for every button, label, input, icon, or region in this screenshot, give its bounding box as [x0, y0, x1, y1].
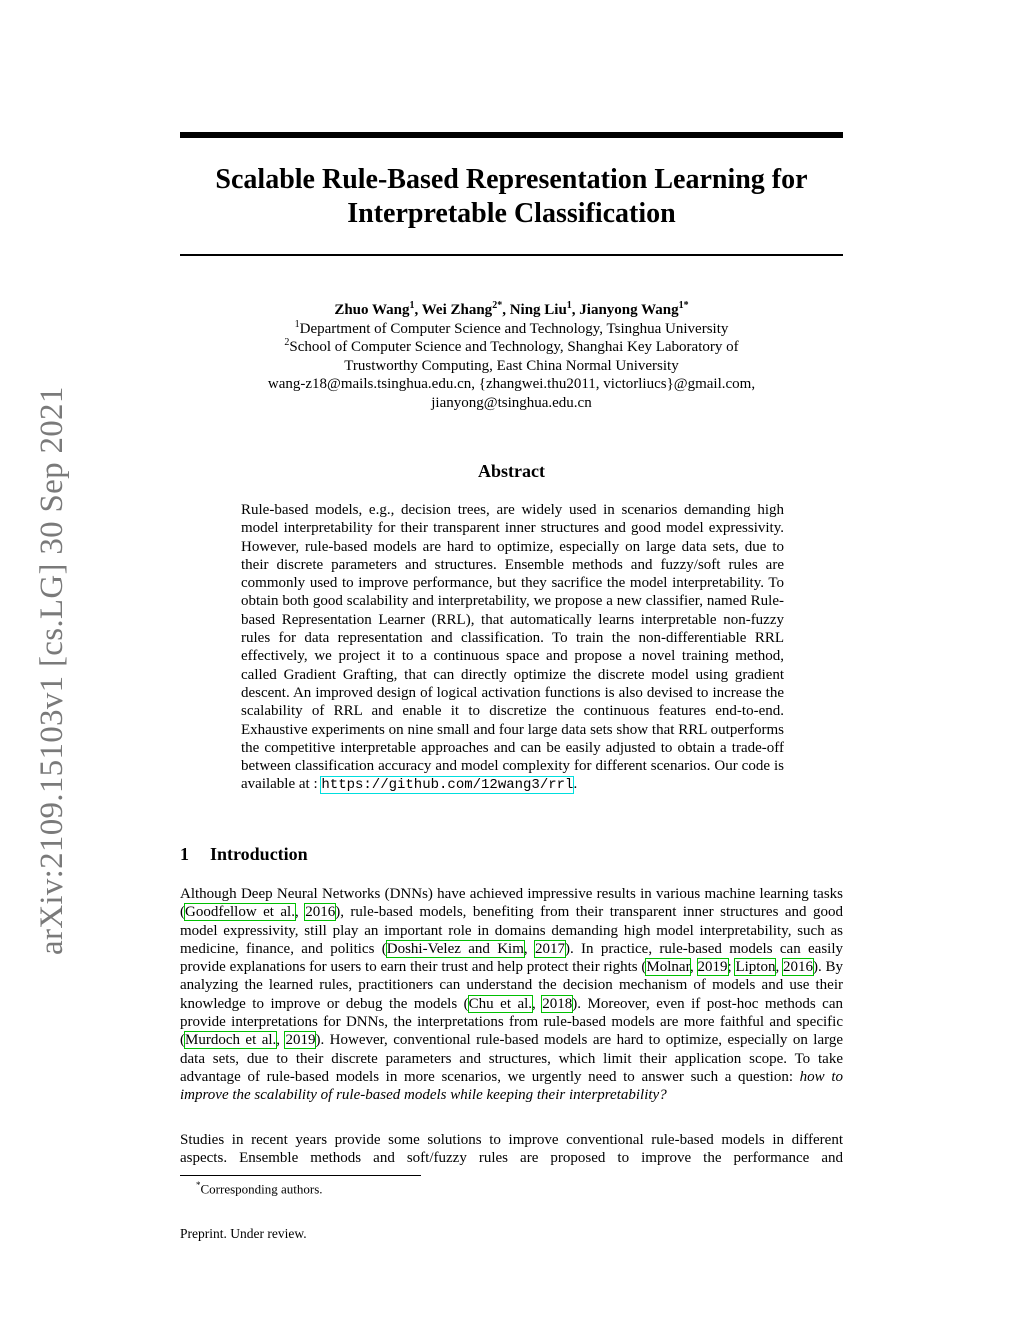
section-number: 1	[180, 844, 189, 864]
code-repo-link[interactable]: https://github.com/12wang3/rrl	[321, 777, 574, 794]
paper-title: Scalable Rule-Based Representation Learning for Interpretable Classification	[215, 164, 808, 229]
author-affil-mark: 2*	[492, 300, 503, 311]
footnote-text: Corresponding authors.	[200, 1181, 323, 1197]
paragraph-text: ). In practice, rule-based models can easily provide explanations for users to earn their trust and help protect their rights (	[180, 940, 844, 976]
author-separator: ,	[502, 302, 510, 318]
author-name: Ning Liu	[509, 302, 567, 318]
abstract-body	[241, 501, 784, 795]
author-block	[180, 301, 843, 412]
research-question: how to improve the scalability of rule-based models while keeping their interpretability?	[180, 1068, 843, 1104]
footnote-rule	[180, 1175, 421, 1176]
paragraph-text: ,	[276, 1032, 286, 1049]
intro-paragraph-1	[180, 885, 843, 1105]
section-heading-introduction	[180, 844, 308, 865]
affiliation-mark: 2	[284, 337, 290, 348]
abstract-period: .	[573, 776, 578, 793]
paragraph-text: ). Moreover, even if post-hoc methods can provide interpretations for DNNs, the interpretations from rule-based models are more faithful and specific (	[180, 995, 844, 1049]
abstract-text: Rule-based models, e.g., decision trees, are widely used in scenarios demanding high model interpretability for their transparent inner structures and good model expressivity. However, rule-based models are hard to optimize, especially on large data sets, due to their discrete parameters and structures. Ensemble methods and fuzzy/soft rules are commonly used to improve performance, but they sacrifice the model interpretability. To obtain both good scalability and interpretability, we propose a new classifier, named Rule-based Representation Learner (RRL), that automatically learns interpretable non-fuzzy rules for data representation and classification. To train the non-differentiable RRL effectively, we project it to a continuous space and propose a novel training method, called Gradient Grafting, that can directly optimize the discrete model using gradient descent. An improved design of logical activation functions is also devised to increase the scalability of RRL and enable it to discretize the continuous features end-to-end. Exhaustive experiments on nine small and four large data sets show that RRL outperforms the competitive interpretable approaches and can be easily adjusted to obtain a trade-off between classification accuracy and model complexity for different scenarios. Our code is available at :	[241, 502, 784, 793]
affiliation-1	[180, 320, 843, 339]
paragraph-text: ,	[294, 904, 306, 921]
paragraph-text: ,	[523, 940, 535, 957]
author-emails: wang-z18@mails.tsinghua.edu.cn, {zhangwei.thu2011, victorliucs}@gmail.com,	[267, 376, 756, 392]
paragraph-text: ,	[532, 995, 543, 1012]
citation-link[interactable]: Lipton	[735, 959, 776, 976]
arxiv-sidebar-stamp: arXiv:2109.15103v1 [cs.LG] 30 Sep 2021	[34, 386, 70, 955]
abstract-heading: Abstract	[478, 461, 545, 481]
author-emails-cont: jianyong@tsinghua.edu.cn	[431, 394, 592, 411]
author-affil-mark: 1*	[678, 300, 689, 311]
paragraph-text: ,	[689, 959, 698, 976]
paragraph-text: ), rule-based models, benefiting from their transparent inner structures and good model expressivity, still play an important role in domains demanding high model interpretability, such as medicine, finance, and politics (	[180, 904, 843, 957]
intro-paragraph-2: Studies in recent years provide some solutions to improve conventional rule-based models in different aspects. Ensemble methods and soft/fuzzy rules are proposed to improve the performance and	[180, 1132, 843, 1167]
author-affil-mark: 1	[566, 300, 572, 311]
citation-link[interactable]: Molnar	[646, 959, 690, 976]
citation-year-link[interactable]: 2016	[305, 904, 336, 921]
citation-link[interactable]: Murdoch et al.	[185, 1032, 277, 1049]
affiliation-mark: 1	[294, 318, 300, 330]
section-title: Introduction	[210, 844, 308, 864]
footnote-mark: *	[196, 1180, 201, 1190]
paragraph-text: Although Deep Neural Networks (DNNs) have achieved impressive results in various machine learning tasks (	[180, 886, 843, 921]
author-names	[180, 301, 843, 320]
citation-year-link[interactable]: 2019	[697, 959, 728, 976]
citation-year-link[interactable]: 2019	[285, 1032, 316, 1049]
citation-year-link[interactable]: 2017	[534, 940, 565, 957]
preprint-notice: Preprint. Under review.	[180, 1226, 307, 1241]
author-name: Jianyong Wang	[579, 302, 679, 318]
citation-link[interactable]: Goodfellow et al.	[185, 904, 295, 921]
citation-year-link[interactable]: 2018	[542, 995, 573, 1012]
author-affil-mark: 1	[409, 300, 415, 311]
citation-link[interactable]: Chu et al.	[468, 995, 533, 1012]
title-top-rule	[180, 132, 843, 138]
affiliation-text: Department of Computer Science and Technology, Tsinghua University	[299, 320, 729, 337]
citation-link[interactable]: Doshi-Velez and Kim	[386, 940, 524, 957]
paragraph-text: ;	[727, 959, 736, 976]
affiliation-2	[180, 338, 843, 357]
title-bottom-rule	[180, 254, 843, 256]
author-separator: ,	[571, 302, 580, 318]
paragraph-text: ). By analyzing the learned rules, practitioners can understand the decision mechanism of models and use their knowledge to improve or debug the models (	[180, 959, 844, 1012]
affiliation-2-cont: Trustworthy Computing, East China Normal University	[344, 357, 679, 374]
author-name: Zhuo Wang	[334, 302, 410, 318]
footnote	[196, 1180, 323, 1197]
affiliation-text: School of Computer Science and Technology, Shanghai Key Laboratory of	[289, 339, 739, 355]
author-name: Wei Zhang	[421, 302, 493, 318]
citation-year-link[interactable]: 2016	[783, 959, 813, 976]
author-separator: ,	[414, 302, 422, 318]
paragraph-text: ). However, conventional rule-based models are hard to optimize, especially on large data sets, due to their discrete parameters and structures, which limit their application scope. To take advantage of rule-based models in more scenarios, we urgently need to answer such a question:	[180, 1032, 844, 1085]
paragraph-text: ,	[775, 959, 783, 976]
